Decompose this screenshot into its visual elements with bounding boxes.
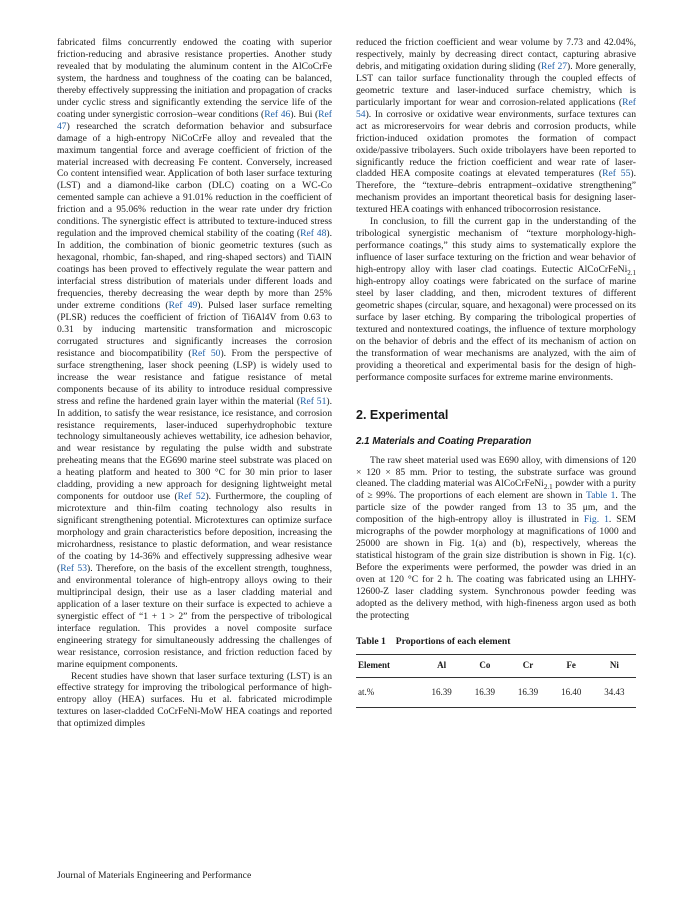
- table-header-row: [356, 654, 636, 677]
- table-cell: 16.39: [506, 677, 549, 707]
- table-label: Table 1: [356, 635, 386, 647]
- table-cell: 16.39: [463, 677, 506, 707]
- element-proportions-table: [356, 654, 636, 708]
- table-header-cell: Co: [463, 654, 506, 677]
- body-paragraph: The raw sheet material used was E690 alloy, with dimensions of 120 × 120 × 85 mm. Prior to testing, the substrate surface was ground cleaned. The cladding material was AlCoCrFeNi$_{2.1}$ powder with a purity of ≥ 99%. The proportions of each element are shown in Table 1. The particle size of the powder ranged from 13 to 35 μm, and the composition of the high-entropy alloy is illustrated in Fig. 1. SEM micrographs of the powder morphology at magnifications of 1000 and 25000 are shown in Fig. 1(a) and (b), respectively, whereas the statistical histogram of the grain size distribution is shown in Fig. 1(c). Before the experiments were performed, the powder was dried in an oven at 120 °C for 2 h. The coating was fabricated using an LHHY-12600-Z laser cladding system. Synchronous powder feeding was adopted as the delivery method, with high-fineness argon used as both the protecting: [356, 454, 636, 621]
- table-header-cell: Element: [356, 654, 420, 677]
- citation-link[interactable]: Ref 47: [57, 108, 332, 132]
- body-paragraph: In conclusion, to fill the current gap in the understanding of the tribological synergistic mechanism of “texture morphology-high-performance coatings,” this study aims to systematically explore the influence of laser surface texturing on the friction and wear behavior of high-entropy alloy with laser clad coatings. Eutectic AlCoCrFeNi$_{2.1}$ high-entropy alloy coatings were fabricated on the surface of marine steel by laser cladding, and then, microdent textures of different geometric shapes (circular, square, and hexagonal) were processed on its surface by laser etching. By comparing the tribological properties of textured and nontextured coatings, the influence of texture morphology on the behavior of debris and the effect of its mechanism of action on the transformation of wear mechanisms are analyzed, with the aim of providing a theoretical and experimental basis for the design of high-performance composite surfaces for extreme marine environments.: [356, 216, 636, 383]
- table-cell: 16.39: [420, 677, 463, 707]
- table-header-cell: Ni: [593, 654, 636, 677]
- citation-link[interactable]: Ref 46: [264, 108, 291, 120]
- body-paragraph: Recent studies have shown that laser surface texturing (LST) is an effective strategy for improving the tribological performance of high-entropy alloy (HEA) surfaces. Hu et al. fabricated microdimple textures on laser-cladded CoCrFeNi-MoW HEA coatings and reported that optimized dimples: [57, 670, 332, 730]
- left-column: [57, 37, 332, 730]
- body-paragraph: reduced the friction coefficient and wear volume by 7.73 and 42.04%, respectively, mainly by decreasing direct contact, capturing abrasive debris, and mitigating oxidation during sliding (Ref 27). More generally, LST can tailor surface functionality through the coupled effects of geometric texture and laser-induced surface chemistry, which is particularly important for wear and corrosion-related applications (Ref 54). In corrosive or oxidative wear environments, surface textures can act as microreservoirs for wear debris and corrosion products, while friction-induced oxidation promotes the formation of compact oxide/passive tribolayers. Such oxide tribolayers have been reported to significantly reduce the friction coefficient and wear rate of laser-cladded HEA composite coatings at elevated temperatures (Ref 55). Therefore, the “texture–debris entrapment–oxidative strengthening” mechanism provides an important theoretical basis for designing laser-textured HEA coatings with enhanced tribocorrosion resistance.: [356, 37, 636, 216]
- citation-link[interactable]: Ref 53: [60, 562, 88, 574]
- journal-footer: Journal of Materials Engineering and Performance: [57, 870, 252, 881]
- citation-link[interactable]: Ref 52: [177, 491, 206, 503]
- citation-link[interactable]: Ref 51: [300, 395, 327, 407]
- table-header-cell: Cr: [506, 654, 549, 677]
- section-heading: 2. Experimental: [356, 407, 449, 422]
- table-cell: 34.43: [593, 677, 636, 707]
- figure-link[interactable]: Fig. 1: [583, 514, 609, 526]
- right-column: [356, 37, 636, 708]
- citation-link[interactable]: Ref 27: [541, 60, 568, 72]
- table-header-cell: Al: [420, 654, 463, 677]
- citation-link[interactable]: Ref 49: [168, 299, 198, 311]
- table-caption: [356, 636, 636, 648]
- citation-link[interactable]: Ref 54: [356, 96, 636, 120]
- table-row-label: at.%: [356, 677, 420, 707]
- table-row: [356, 677, 636, 707]
- table-cell: 16.40: [550, 677, 593, 707]
- table-title: Proportions of each element: [395, 635, 511, 647]
- subsection-heading: 2.1 Materials and Coating Preparation: [356, 435, 532, 447]
- citation-link[interactable]: Ref 55: [602, 168, 631, 180]
- body-paragraph: fabricated films concurrently endowed the coating with superior friction-reducing and abrasive resistance properties. Another study revealed that by modulating the aluminum content in the AlCoCrFe system, the hardness and toughness of the coating can be balanced, thereby effectively suppressing the initiation and propagation of cracks under cyclic stress and significantly extending the service life of the coating under synergistic corrosion–wear conditions (Ref 46). Bui (Ref 47) researched the scratch deformation behavior and subsurface damage of a high-entropy NiCoCrFe alloy and revealed that the maximum tangential force and average coefficient of friction of the material increased with decreasing Fe content. Conversely, increased Co content intensified wear. Application of both laser surface texturing (LST) and a diamond-like carbon (DLC) coating on a WC-Co cemented sample can achieve a 91.01% reduction in the coefficient of friction and a 95.06% reduction in the wear rate under dry friction conditions. The synergistic effect is attributed to texture-induced stress regulation and the improved chemical stability of the coating (Ref 48). In addition, the combination of bionic geometric textures (such as hexagonal, rhombic, fan-shaped, and ring-shaped sectors) and TiAlN coatings has been proved to effectively regulate the wear pattern and interfacial stress distribution of materials under different loads and frequencies, thereby decreasing the wear depth by more than 25% under extreme conditions (Ref 49). Pulsed laser surface remelting (PLSR) reduces the coefficient of friction of Ti6Al4V from 0.63 to 0.31 by inducing martensitic transformation and microscopic corrugated structures and significantly increases the corrosion resistance and biocompatibility (Ref 50). From the perspective of surface strengthening, laser shock peening (LSP) is widely used to increase the wear resistance and fatigue resistance of metal components because of its ability to introduce residual compressive stress and refine the hardened grain layer within the material (Ref 51). In addition, to satisfy the wear resistance, ice resistance, and corrosion resistance requirements, laser-induced superhydrophobic texture technology simultaneously achieves wettability, ice adhesion behavior, and wear resistance by regulating the pulse width and substrate preheating means that the EG690 marine steel substrate was placed on a heating platform and heated to 300 °C for 30 min prior to laser cladding, providing a new approach for designing lightweight metal components for outdoor use (Ref 52). Furthermore, the coupling of microtexture and thin-film coating technology also results in significant strengthening potential. Microtextures can optimize surface morphology and grain characteristics before deposition, increasing the microhardness, resistance to plastic deformation, and wear resistance of the coating by 14-36% and effectively suppressing adhesive wear (Ref 53). Therefore, on the basis of the excellent strength, toughness, and environmental tolerance of high-entropy alloys owing to their multiprincipal design, their use as a laser cladding material and application of a laser texture on their surface is expected to achieve a synergistic effect of “1 + 1 > 2” from the perspective of tribological interface regulation. This provides a novel composite surface engineering strategy for simultaneously addressing the challenges of wear resistance, corrosion resistance, and friction reduction faced by marine equipment components.: [57, 37, 332, 670]
- citation-link[interactable]: Ref 50: [191, 347, 221, 359]
- table-link[interactable]: Table 1: [586, 490, 616, 502]
- citation-link[interactable]: Ref 48: [300, 228, 327, 240]
- table-header-cell: Fe: [550, 654, 593, 677]
